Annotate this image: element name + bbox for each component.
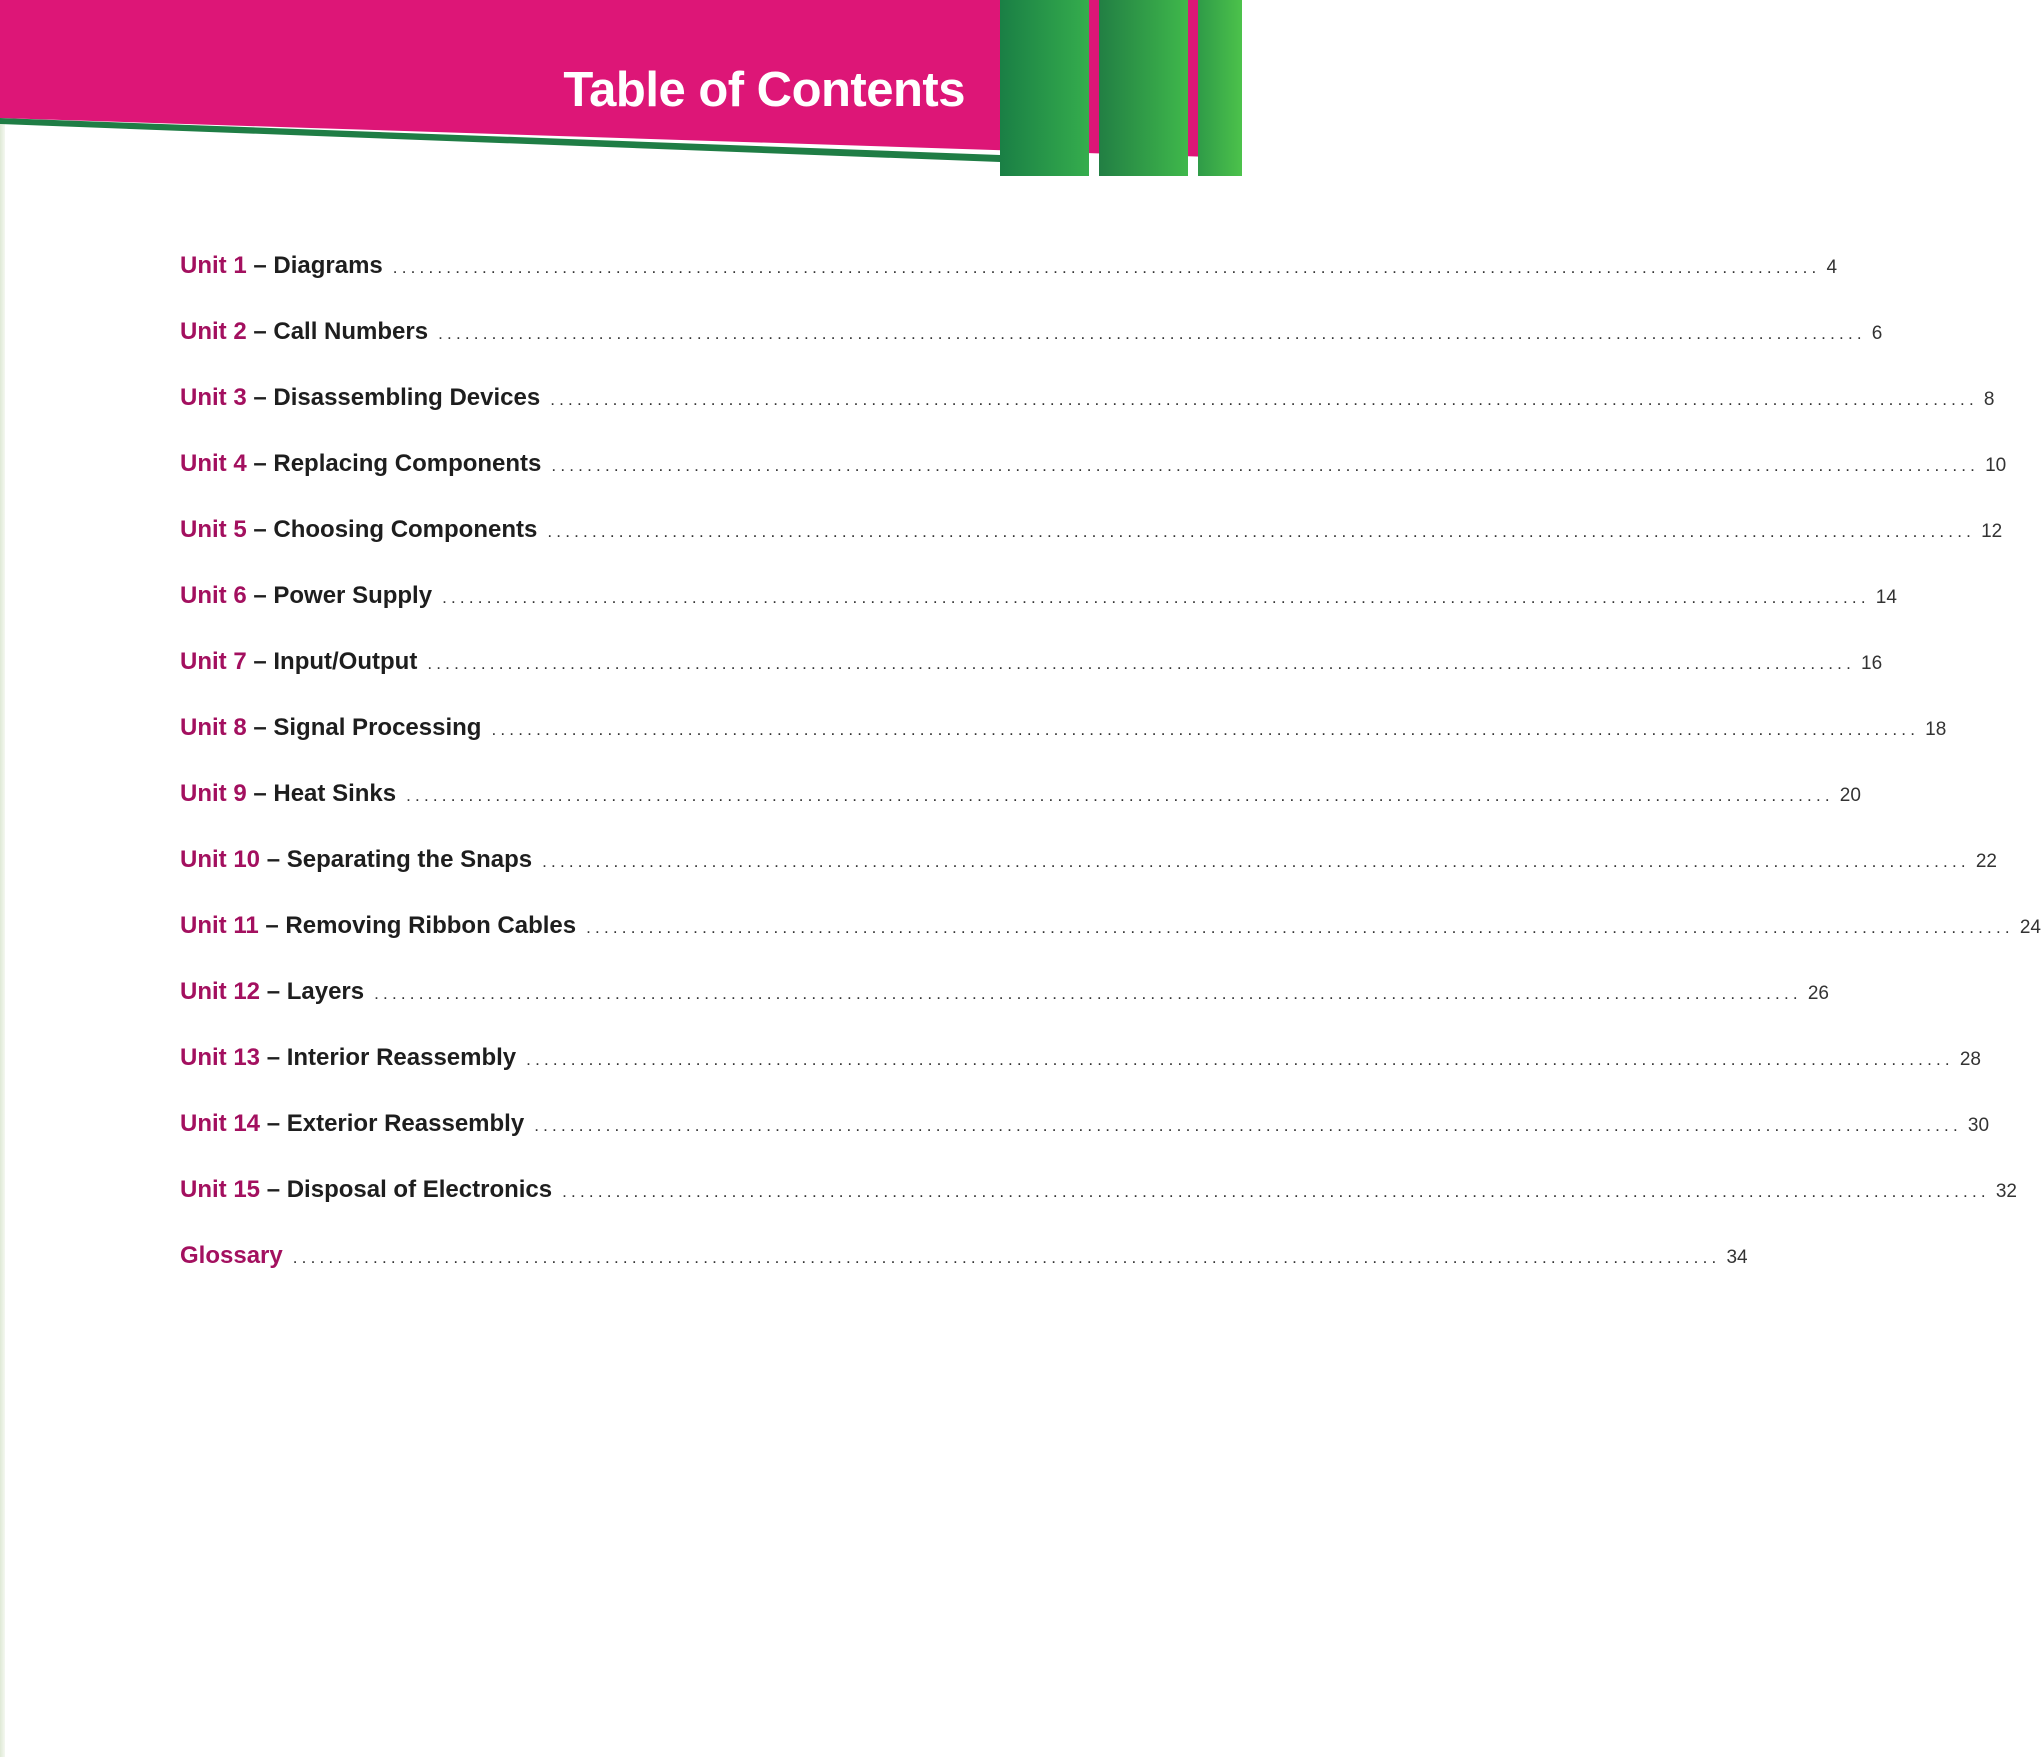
entry-title: Layers — [286, 978, 365, 1005]
dot-leader: ................................................................................................................................................................ — [292, 1248, 1721, 1267]
green-tab-1 — [1000, 0, 1089, 176]
entry-separator: – — [253, 648, 267, 675]
entry-title: Heat Sinks — [273, 780, 397, 807]
entry-separator: – — [253, 714, 267, 741]
toc-list — [180, 252, 2041, 1308]
entry-title: Diagrams — [273, 252, 383, 279]
entry-title: Removing Ribbon Cables — [285, 912, 577, 939]
entry-separator: – — [266, 846, 281, 873]
page-number: 24 — [2019, 917, 2041, 938]
entry-title: Disposal of Electronics — [286, 1176, 553, 1203]
entry-separator: – — [253, 582, 267, 609]
entry-title: Power Supply — [273, 582, 433, 609]
dot-leader: ................................................................................................................................................................ — [491, 720, 1920, 739]
entry-title: Replacing Components — [273, 450, 542, 477]
page-number: 14 — [1875, 587, 1897, 608]
dot-leader: ................................................................................................................................................................ — [406, 786, 1834, 805]
toc-entry[interactable] — [180, 318, 1883, 384]
unit-label: Unit 11 — [180, 912, 259, 939]
dot-leader: ................................................................................................................................................................ — [562, 1182, 1990, 1201]
dot-leader: ................................................................................................................................................................ — [427, 654, 1856, 673]
page-number: 18 — [1925, 719, 1947, 740]
dot-leader: ................................................................................................................................................................ — [586, 918, 2014, 937]
page-number: 22 — [1975, 851, 1997, 872]
unit-label: Unit 4 — [180, 450, 247, 477]
toc-entry[interactable] — [180, 648, 1883, 714]
toc-entry[interactable] — [180, 846, 1997, 912]
entry-separator: – — [266, 1044, 281, 1071]
dot-leader: ................................................................................................................................................................ — [392, 258, 1821, 277]
page-number: 28 — [1959, 1049, 1981, 1070]
toc-entry[interactable] — [180, 384, 1995, 450]
entry-separator: – — [253, 780, 267, 807]
dot-leader: ................................................................................................................................................................ — [438, 324, 1866, 343]
page-number: 10 — [1985, 455, 2007, 476]
entry-title: Exterior Reassembly — [286, 1110, 525, 1137]
unit-label: Unit 1 — [180, 252, 247, 279]
toc-entry-glossary[interactable] — [180, 1242, 1748, 1308]
unit-label: Unit 5 — [180, 516, 247, 543]
unit-label: Unit 3 — [180, 384, 247, 411]
dot-leader: ................................................................................................................................................................ — [551, 456, 1980, 475]
unit-label: Unit 9 — [180, 780, 247, 807]
page-title: Table of Contents — [563, 63, 965, 117]
page-number: 6 — [1871, 323, 1883, 344]
toc-entry[interactable] — [180, 912, 2041, 978]
toc-entry[interactable] — [180, 714, 1947, 780]
entry-separator: – — [266, 1176, 281, 1203]
page-number: 34 — [1726, 1247, 1748, 1268]
toc-entry[interactable] — [180, 1110, 1990, 1176]
page-number: 20 — [1839, 785, 1861, 806]
entry-title: Separating the Snaps — [286, 846, 533, 873]
green-tab-2 — [1099, 0, 1188, 176]
page-number: 26 — [1807, 983, 1829, 1004]
entry-title: Signal Processing — [273, 714, 482, 741]
page-number: 30 — [1967, 1115, 1990, 1136]
entry-separator: – — [253, 516, 267, 543]
unit-label: Unit 7 — [180, 648, 247, 675]
toc-entry[interactable] — [180, 780, 1861, 846]
unit-label: Unit 14 — [180, 1110, 261, 1137]
dot-leader: ................................................................................................................................................................ — [526, 1050, 1954, 1069]
dot-leader: ................................................................................................................................................................ — [534, 1116, 1962, 1135]
unit-label: Unit 10 — [180, 846, 261, 873]
unit-label: Unit 2 — [180, 318, 247, 345]
entry-separator: – — [253, 384, 267, 411]
green-tab-3 — [1198, 0, 1242, 176]
entry-separator: – — [266, 1110, 281, 1137]
toc-entry[interactable] — [180, 1176, 2017, 1242]
unit-label: Unit 15 — [180, 1176, 261, 1203]
dot-leader: ................................................................................................................................................................ — [442, 588, 1870, 607]
entry-title: Call Numbers — [273, 318, 429, 345]
unit-label: Unit 6 — [180, 582, 247, 609]
entry-separator: – — [253, 252, 267, 279]
page-number: 16 — [1861, 653, 1883, 674]
unit-label: Unit 8 — [180, 714, 247, 741]
unit-label: Unit 13 — [180, 1044, 261, 1071]
glossary-label: Glossary — [180, 1242, 283, 1269]
page-edge — [0, 0, 5, 1757]
dot-leader: ................................................................................................................................................................ — [542, 852, 1970, 871]
entry-separator: – — [253, 318, 267, 345]
toc-entry[interactable] — [180, 978, 1829, 1044]
entry-title: Disassembling Devices — [273, 384, 541, 411]
page-number: 12 — [1981, 521, 2003, 542]
entry-title: Input/Output — [273, 648, 418, 675]
toc-entry[interactable] — [180, 582, 1897, 648]
dot-leader: ................................................................................................................................................................ — [374, 984, 1802, 1003]
page-number: 8 — [1983, 389, 1995, 410]
unit-label: Unit 12 — [180, 978, 261, 1005]
entry-separator: – — [266, 978, 281, 1005]
entry-separator: – — [265, 912, 279, 939]
entry-separator: – — [253, 450, 267, 477]
toc-entry[interactable] — [180, 1044, 1981, 1110]
page-number: 32 — [1995, 1181, 2017, 1202]
toc-entry[interactable] — [180, 252, 1838, 318]
page-number: 4 — [1826, 257, 1838, 278]
toc-entry[interactable] — [180, 516, 2003, 582]
dot-leader: ................................................................................................................................................................ — [550, 390, 1978, 409]
entry-title: Choosing Components — [273, 516, 538, 543]
entry-title: Interior Reassembly — [286, 1044, 517, 1071]
toc-entry[interactable] — [180, 450, 2007, 516]
dot-leader: ................................................................................................................................................................ — [547, 522, 1976, 541]
